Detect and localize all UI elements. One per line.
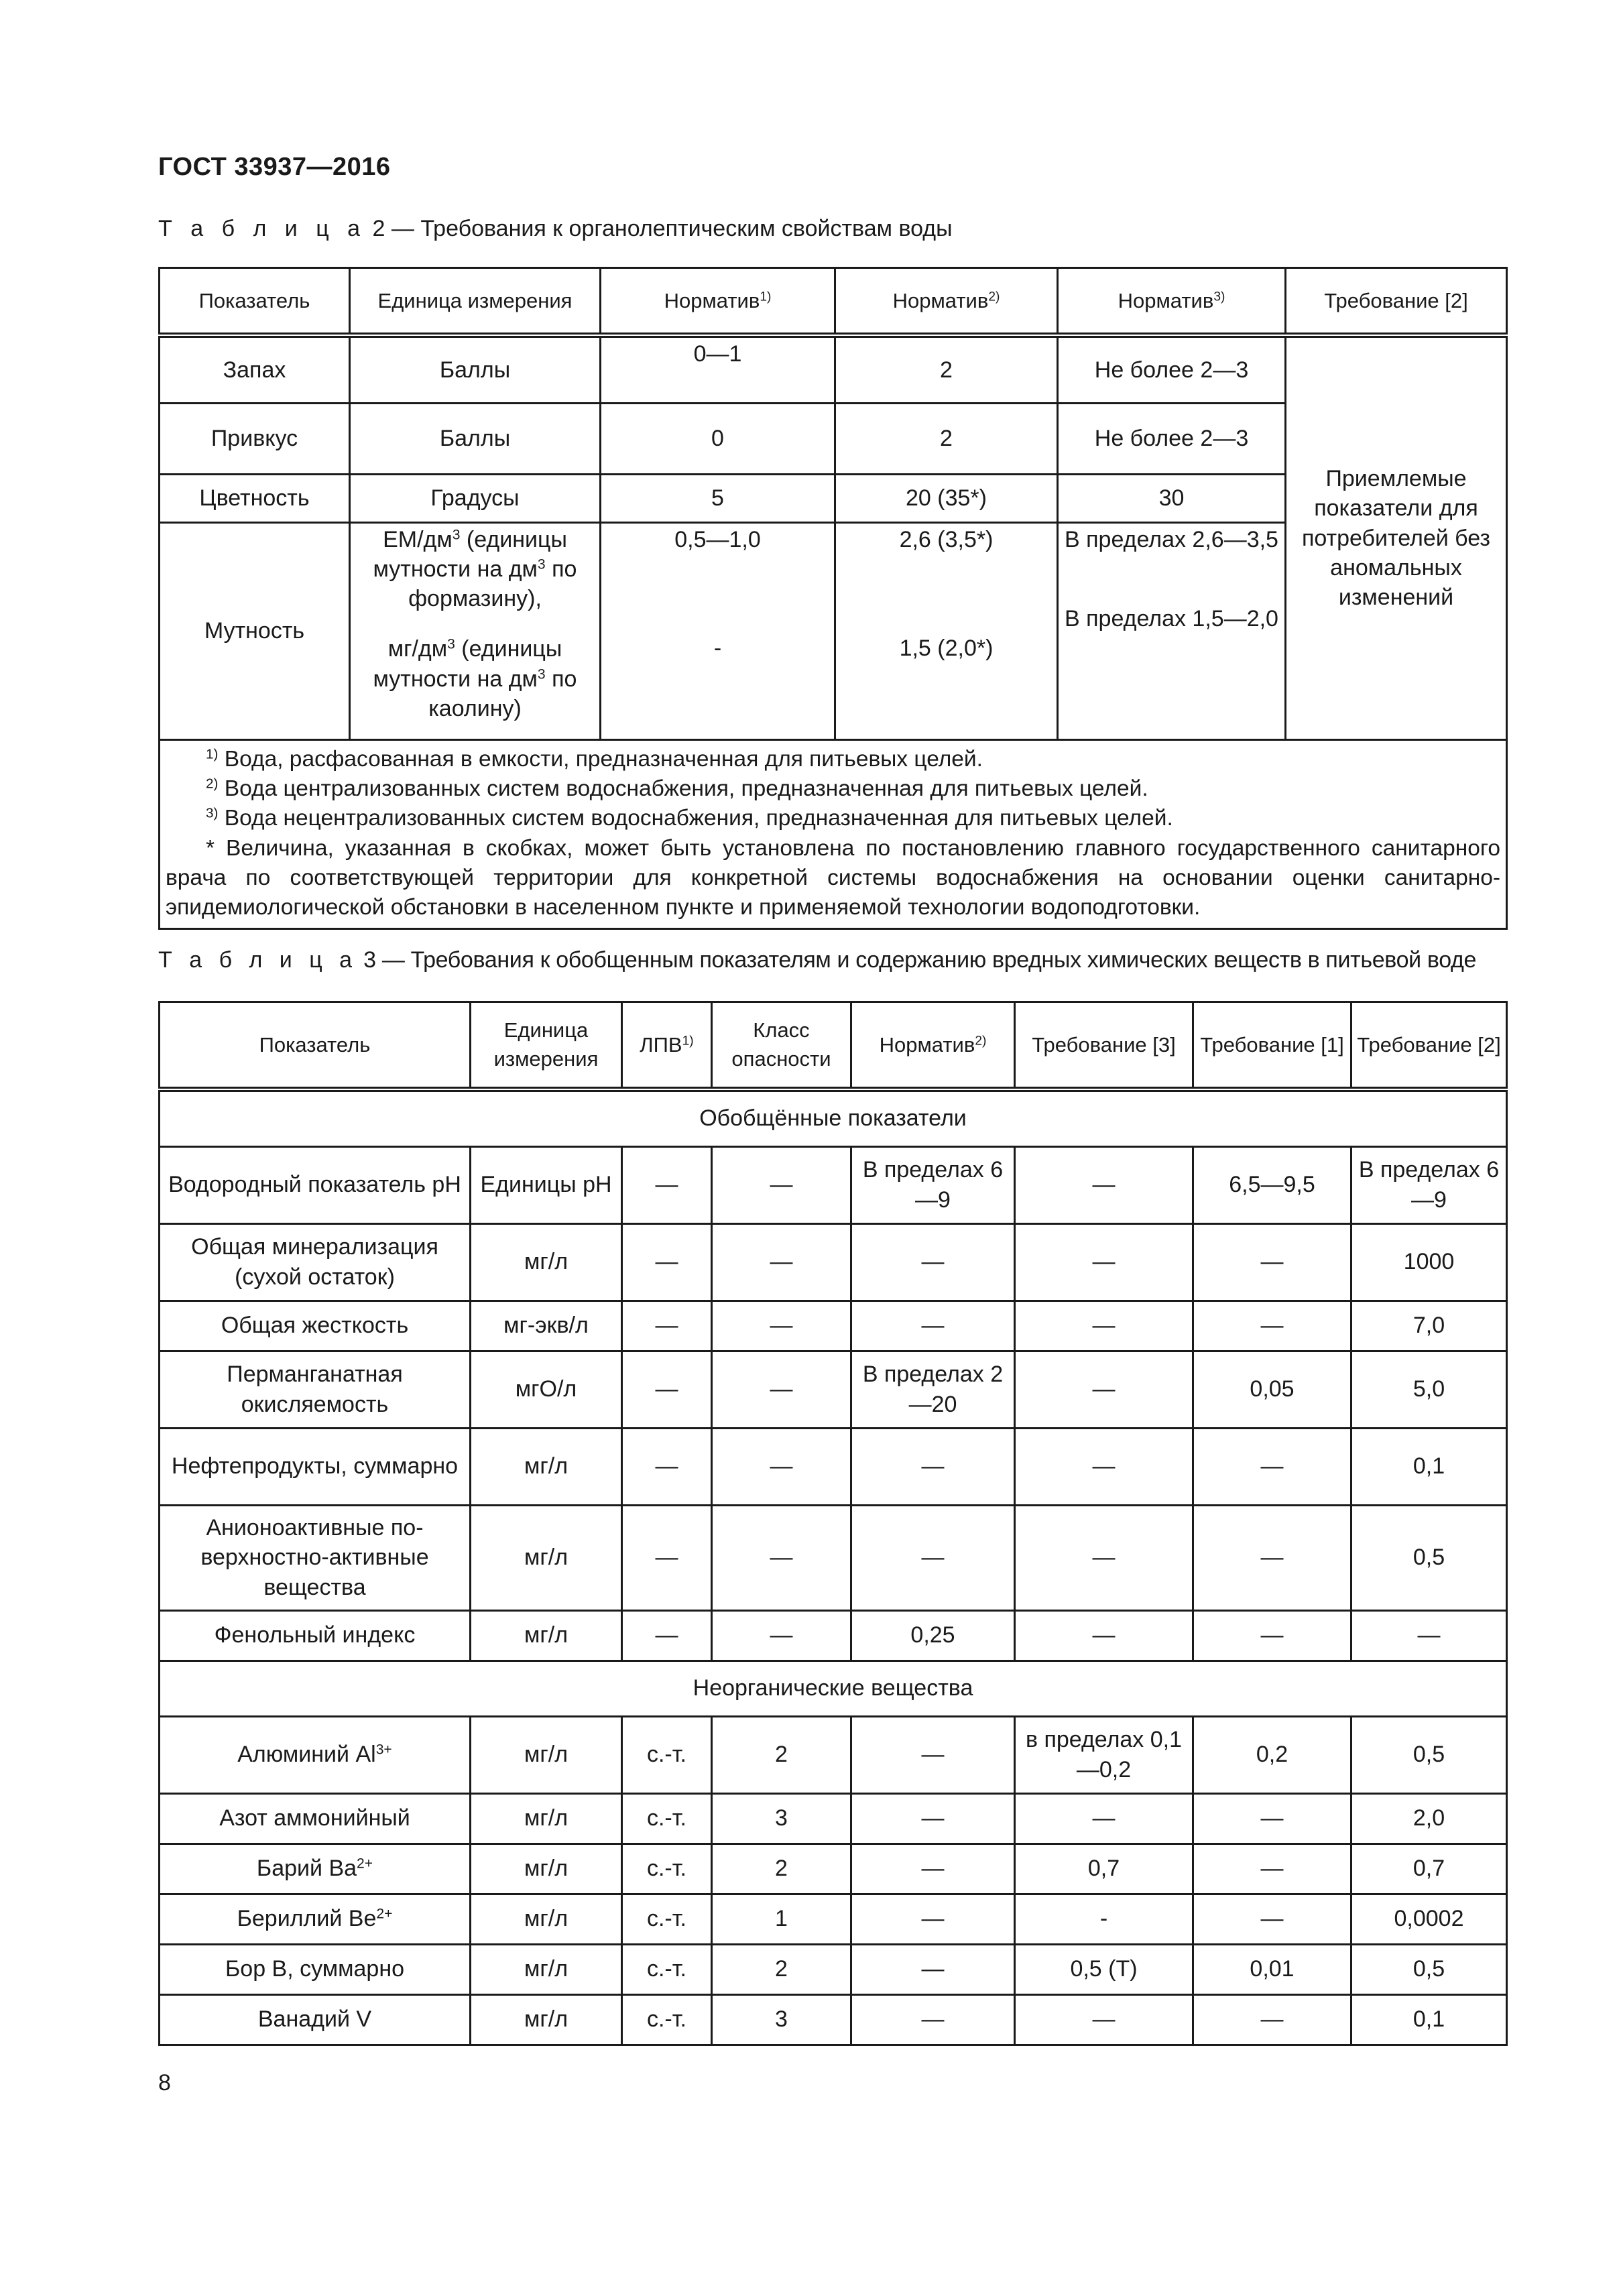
unit-text: по формазину), xyxy=(408,556,577,612)
table-row xyxy=(160,1223,1507,1301)
cell-req2: 1000 xyxy=(1351,1223,1507,1301)
cell-hazard: 2 xyxy=(712,1716,851,1793)
footnote-text: Вода нецентрализованных систем водоснабжения, предназначенная для питьевых целей. xyxy=(218,806,1173,831)
cell-unit: мгО/л xyxy=(471,1351,622,1428)
table2-header-norm1 xyxy=(601,268,835,335)
value-stack xyxy=(605,525,830,723)
unit-em xyxy=(355,525,595,614)
cell-norm3: 30 xyxy=(1058,475,1286,523)
table2-header-norm3 xyxy=(1058,268,1286,335)
unit-text: мг/дм xyxy=(387,636,448,662)
footnote xyxy=(166,745,1500,774)
value-mg: 1,5 (2,0*) xyxy=(899,636,994,662)
cell-lpv: с.-т. xyxy=(622,1994,712,2045)
cell-req3: — xyxy=(1015,1793,1193,1844)
cell-req2: В пределах 6—9 xyxy=(1351,1146,1507,1223)
cell-hazard: — xyxy=(712,1301,851,1351)
cell-norm3: Не более 2—3 xyxy=(1058,404,1286,475)
cell-norm: — xyxy=(851,1716,1015,1793)
value-em: В пределах 2,6—3,5 xyxy=(1065,527,1278,552)
table-row xyxy=(160,1428,1507,1505)
cell-req2: 0,5 xyxy=(1351,1716,1507,1793)
table3 xyxy=(158,1001,1508,2046)
cell-req2: — xyxy=(1351,1610,1507,1660)
cell-lpv: — xyxy=(622,1428,712,1505)
ion-charge: 2+ xyxy=(357,1856,373,1872)
substance-name: Азот аммонийный xyxy=(219,1805,410,1831)
table3-label: Т а б л и ц а xyxy=(158,947,358,973)
cell-req1: — xyxy=(1193,1793,1351,1844)
unit-stack xyxy=(355,525,595,723)
table2-header-row xyxy=(160,268,1507,335)
document-code: ГОСТ 33937—2016 xyxy=(158,153,391,181)
table2-header-requirement: Требование [2] xyxy=(1286,268,1507,335)
cell-unit: мг/л xyxy=(471,1994,622,2045)
cell-req1: 0,01 xyxy=(1193,1944,1351,1994)
cell-norm1 xyxy=(601,523,835,740)
cell-indicator xyxy=(160,1994,471,2045)
superscript: 3 xyxy=(537,556,546,572)
cell-norm2 xyxy=(835,523,1058,740)
value-em: 0,5—1,0 xyxy=(674,527,761,552)
value-stack xyxy=(840,525,1053,723)
unit-text: (единицы мутности на дм xyxy=(373,636,562,692)
cell-req2: 0,5 xyxy=(1351,1944,1507,1994)
cell-req1: — xyxy=(1193,1428,1351,1505)
cell-lpv: с.-т. xyxy=(622,1793,712,1844)
cell-requirement-merged: Приемлемые показатели для потребителей без аномальных изменений xyxy=(1286,335,1507,740)
footnote-mark: 1) xyxy=(206,746,219,762)
table-row xyxy=(160,1793,1507,1844)
cell-indicator xyxy=(160,1793,471,1844)
cell-norm2: 20 (35*) xyxy=(835,475,1058,523)
footnote-ref: 1) xyxy=(682,1033,694,1048)
cell-unit: мг/л xyxy=(471,1944,622,1994)
cell-norm: — xyxy=(851,1944,1015,1994)
header-text: Норматив xyxy=(1118,288,1214,312)
cell-req2: 0,1 xyxy=(1351,1994,1507,2045)
cell-norm2: 2 xyxy=(835,335,1058,404)
superscript: 3 xyxy=(537,666,546,682)
cell-indicator xyxy=(160,1716,471,1793)
table3-header-req3: Требование [3] xyxy=(1015,1002,1193,1089)
cell-req1: 0,05 xyxy=(1193,1351,1351,1428)
table2-header-unit: Единица измерения xyxy=(350,268,601,335)
footnote-mark: 3) xyxy=(206,806,219,822)
superscript: 3 xyxy=(452,527,461,543)
cell-lpv: с.-т. xyxy=(622,1716,712,1793)
cell-unit: Баллы xyxy=(350,335,601,404)
cell-hazard: 2 xyxy=(712,1944,851,1994)
cell-hazard: — xyxy=(712,1428,851,1505)
cell-unit: мг/л xyxy=(471,1223,622,1301)
cell-indicator: Перманганатная окисляемость xyxy=(160,1351,471,1428)
cell-unit: мг/л xyxy=(471,1844,622,1894)
section-title: Обобщённые показатели xyxy=(160,1089,1507,1147)
superscript: 3 xyxy=(447,636,455,652)
table3-header-hazard: Класс опасности xyxy=(712,1002,851,1089)
table3-header-req1: Требование [1] xyxy=(1193,1002,1351,1089)
cell-unit: мг/л xyxy=(471,1428,622,1505)
substance-name: Алюминий Al xyxy=(237,1742,376,1768)
header-text: Норматив xyxy=(664,288,760,312)
cell-indicator: Мутность xyxy=(160,523,350,740)
section-title: Неорганические вещества xyxy=(160,1660,1507,1716)
star-note: * Величина, указанная в скобках, может быть установлена по постановлению главного государственного санитарного врача по соответствующей территории для конкретной системы водоснабжения на основании оценки санитарно-эпидемиологической обстановки в населенном пункте и применяемой технологии водоподготовки. xyxy=(166,835,1500,920)
table3-title: — Требования к обобщенным показателям и содержанию вредных химических веществ в питьевой воде xyxy=(375,947,1477,973)
substance-name: Бор B, суммарно xyxy=(225,1956,405,1982)
cell-req1: 6,5—9,5 xyxy=(1193,1146,1351,1223)
cell-hazard: — xyxy=(712,1223,851,1301)
cell-req3: — xyxy=(1015,1351,1193,1428)
cell-unit: Единицы pH xyxy=(471,1146,622,1223)
cell-hazard: 2 xyxy=(712,1844,851,1894)
cell-req3: — xyxy=(1015,1223,1193,1301)
cell-req1: — xyxy=(1193,1894,1351,1944)
table3-caption xyxy=(158,947,1476,973)
table2-header-indicator: Показатель xyxy=(160,268,350,335)
value-em: 2,6 (3,5*) xyxy=(899,527,994,552)
cell-req3: — xyxy=(1015,1146,1193,1223)
cell-indicator: Общая минерализация (сухой остаток) xyxy=(160,1223,471,1301)
cell-hazard: 1 xyxy=(712,1894,851,1944)
cell-req3: — xyxy=(1015,1610,1193,1660)
cell-indicator: Привкус xyxy=(160,404,350,475)
table3-header-norm xyxy=(851,1002,1015,1089)
cell-unit: Баллы xyxy=(350,404,601,475)
cell-req2: 0,1 xyxy=(1351,1428,1507,1505)
cell-norm3: Не более 2—3 xyxy=(1058,335,1286,404)
cell-req1: — xyxy=(1193,1223,1351,1301)
cell-unit xyxy=(350,523,601,740)
cell-req1: — xyxy=(1193,1994,1351,2045)
table2-notes xyxy=(160,740,1507,929)
ion-charge: 3+ xyxy=(375,1742,392,1758)
cell-lpv: — xyxy=(622,1223,712,1301)
table3-header-unit: Единица измерения xyxy=(471,1002,622,1089)
cell-req3: — xyxy=(1015,1428,1193,1505)
table3-header-req2: Требование [2] xyxy=(1351,1002,1507,1089)
cell-req3: - xyxy=(1015,1894,1193,1944)
footnote-ref: 2) xyxy=(988,289,1000,304)
cell-norm: — xyxy=(851,1301,1015,1351)
cell-norm2: 2 xyxy=(835,404,1058,475)
cell-req3: 0,5 (Т) xyxy=(1015,1944,1193,1994)
footnote-mark: 2) xyxy=(206,776,219,792)
table2-header-norm2 xyxy=(835,268,1058,335)
cell-norm: — xyxy=(851,1844,1015,1894)
value-stack xyxy=(1063,525,1280,723)
cell-norm1: 0 xyxy=(601,404,835,475)
cell-req3: — xyxy=(1015,1994,1193,2045)
footnote-text: Вода, расфасованная в емкости, предназначенная для питьевых целей. xyxy=(218,747,983,772)
cell-lpv: с.-т. xyxy=(622,1844,712,1894)
cell-req2: 0,5 xyxy=(1351,1505,1507,1610)
cell-req1: — xyxy=(1193,1844,1351,1894)
table-row xyxy=(160,335,1507,404)
table-row xyxy=(160,1351,1507,1428)
cell-norm: — xyxy=(851,1428,1015,1505)
table2 xyxy=(158,267,1508,930)
footnote xyxy=(166,774,1500,804)
cell-norm: В пределах 2—20 xyxy=(851,1351,1015,1428)
cell-hazard: — xyxy=(712,1351,851,1428)
table2-notes-row xyxy=(160,740,1507,929)
cell-norm: 0,25 xyxy=(851,1610,1015,1660)
cell-unit: мг/л xyxy=(471,1505,622,1610)
section-row xyxy=(160,1660,1507,1716)
cell-req2: 2,0 xyxy=(1351,1793,1507,1844)
cell-indicator: Нефтепродукты, суммарно xyxy=(160,1428,471,1505)
cell-lpv: с.-т. xyxy=(622,1894,712,1944)
cell-req3: — xyxy=(1015,1301,1193,1351)
cell-norm1: 5 xyxy=(601,475,835,523)
unit-text: (единицы мутности на дм xyxy=(373,527,567,583)
table-row xyxy=(160,1844,1507,1894)
cell-unit: Градусы xyxy=(350,475,601,523)
substance-name: Бериллий Be xyxy=(237,1906,377,1932)
cell-req1: 0,2 xyxy=(1193,1716,1351,1793)
substance-name: Барий Ba xyxy=(256,1856,357,1882)
cell-norm: — xyxy=(851,1505,1015,1610)
cell-req2: 5,0 xyxy=(1351,1351,1507,1428)
cell-indicator: Запах xyxy=(160,335,350,404)
page-number: 8 xyxy=(158,2070,171,2096)
table3-header-lpv xyxy=(622,1002,712,1089)
cell-indicator: Общая жесткость xyxy=(160,1301,471,1351)
cell-hazard: — xyxy=(712,1610,851,1660)
footnote-ref: 3) xyxy=(1213,289,1225,304)
cell-unit: мг/л xyxy=(471,1894,622,1944)
cell-norm1: 0—1 xyxy=(601,335,835,404)
cell-lpv: — xyxy=(622,1146,712,1223)
cell-req3: — xyxy=(1015,1505,1193,1610)
footnote xyxy=(166,804,1500,833)
cell-indicator: Водородный показатель pH xyxy=(160,1146,471,1223)
table2-number: 2 xyxy=(372,216,385,241)
cell-indicator xyxy=(160,1944,471,1994)
table-row xyxy=(160,1894,1507,1944)
cell-norm: — xyxy=(851,1894,1015,1944)
table3-header-row xyxy=(160,1002,1507,1089)
cell-req3: в пределах 0,1—0,2 xyxy=(1015,1716,1193,1793)
table-row xyxy=(160,1944,1507,1994)
cell-norm: — xyxy=(851,1793,1015,1844)
cell-indicator: Анионоактивные по-верхностно-активные вещества xyxy=(160,1505,471,1610)
cell-hazard: 3 xyxy=(712,1793,851,1844)
cell-req2: 7,0 xyxy=(1351,1301,1507,1351)
ion-charge: 2+ xyxy=(376,1906,393,1922)
cell-indicator xyxy=(160,1894,471,1944)
cell-req1: — xyxy=(1193,1505,1351,1610)
value-mg: - xyxy=(713,636,722,662)
table2-title: — Требования к органолептическим свойствам воды xyxy=(385,216,953,241)
table-row xyxy=(160,1146,1507,1223)
cell-lpv: — xyxy=(622,1351,712,1428)
cell-req2: 0,0002 xyxy=(1351,1894,1507,1944)
cell-unit: мг/л xyxy=(471,1793,622,1844)
cell-indicator xyxy=(160,1844,471,1894)
table-row xyxy=(160,1301,1507,1351)
cell-hazard: — xyxy=(712,1146,851,1223)
table2-label: Т а б л и ц а xyxy=(158,216,367,241)
footnote-ref: 1) xyxy=(760,289,772,304)
cell-req2: 0,7 xyxy=(1351,1844,1507,1894)
unit-text: по каолину) xyxy=(428,666,577,721)
table-row xyxy=(160,1610,1507,1660)
footnote-text: Вода централизованных систем водоснабжения, предназначенная для питьевых целей. xyxy=(218,776,1148,802)
table3-number: 3 xyxy=(363,947,376,973)
cell-lpv: — xyxy=(622,1301,712,1351)
cell-unit: мг/л xyxy=(471,1716,622,1793)
unit-text: ЕМ/дм xyxy=(383,527,453,552)
cell-norm: — xyxy=(851,1994,1015,2045)
table-row xyxy=(160,1994,1507,2045)
cell-lpv: — xyxy=(622,1505,712,1610)
cell-indicator: Цветность xyxy=(160,475,350,523)
footnote-ref: 2) xyxy=(975,1033,987,1048)
cell-hazard: — xyxy=(712,1505,851,1610)
cell-req1: — xyxy=(1193,1610,1351,1660)
table-row xyxy=(160,1505,1507,1610)
cell-req1: — xyxy=(1193,1301,1351,1351)
cell-req3: 0,7 xyxy=(1015,1844,1193,1894)
header-text: Норматив xyxy=(892,288,989,312)
substance-name: Ванадий V xyxy=(257,2006,372,2033)
header-text: Норматив xyxy=(879,1032,975,1056)
cell-unit: мг/л xyxy=(471,1610,622,1660)
cell-unit: мг-экв/л xyxy=(471,1301,622,1351)
section-row xyxy=(160,1089,1507,1147)
cell-lpv: с.-т. xyxy=(622,1944,712,1994)
unit-mg xyxy=(355,634,595,723)
cell-norm3 xyxy=(1058,523,1286,740)
cell-norm: В пределах 6—9 xyxy=(851,1146,1015,1223)
cell-norm: — xyxy=(851,1223,1015,1301)
table-row xyxy=(160,1716,1507,1793)
header-text: ЛПВ xyxy=(640,1032,682,1056)
table2-caption xyxy=(158,216,953,242)
cell-hazard: 3 xyxy=(712,1994,851,2045)
table3-header-indicator: Показатель xyxy=(160,1002,471,1089)
cell-indicator: Фенольный индекс xyxy=(160,1610,471,1660)
cell-lpv: — xyxy=(622,1610,712,1660)
value-mg: В пределах 1,5—2,0 xyxy=(1065,606,1278,632)
